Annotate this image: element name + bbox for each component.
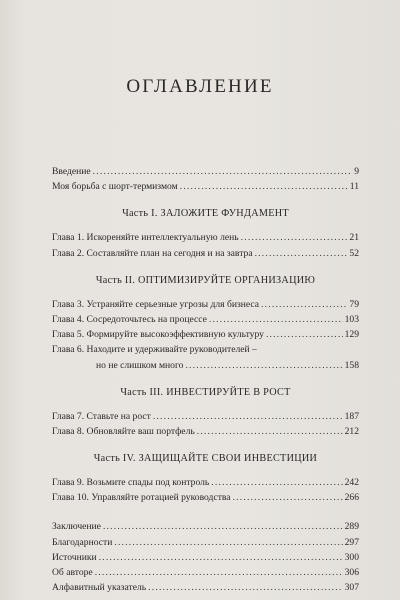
- toc-entry-acknowledgements: [52, 535, 359, 550]
- toc-entry-page: 306: [344, 567, 359, 578]
- toc-entry-page: 242: [344, 477, 359, 489]
- toc-entry-chapter-5: [52, 327, 359, 342]
- toc-entry-chapter-9: [52, 475, 359, 490]
- dot-leader: [95, 565, 343, 580]
- toc-entry-chapter-2: [52, 246, 359, 261]
- page-title: ОГЛАВЛЕНИЕ: [126, 76, 274, 97]
- dot-leader: [99, 550, 343, 565]
- toc-entry-about-author: [52, 565, 359, 580]
- dot-leader: [153, 409, 343, 424]
- toc-entry-label: Об авторе: [52, 567, 93, 578]
- toc-entry-chapter-3: [52, 297, 359, 312]
- toc-entry-label: Моя борьба с шорт-термизмом: [52, 181, 178, 193]
- dot-leader: [266, 327, 343, 342]
- part-heading-4: Часть IV. ЗАЩИЩАЙТЕ СВОИ ИНВЕСТИЦИИ: [93, 453, 318, 465]
- toc-entry-page: 212: [344, 425, 359, 437]
- dot-leader: [255, 246, 348, 261]
- toc-entry-chapter-10: [52, 490, 359, 505]
- toc-entry-page: 21: [349, 232, 359, 244]
- toc-entry-page: 79: [349, 298, 359, 310]
- toc-entry-page: 187: [344, 410, 359, 422]
- toc-entry-chapter-6: [52, 342, 359, 357]
- dot-leader: [180, 179, 348, 194]
- dot-leader: [197, 424, 343, 439]
- toc-entry-label: Глава 9. Возьмите спады под контроль: [52, 477, 210, 489]
- toc-entry-label: Глава 1. Искореняйте интеллектуальную лень: [52, 232, 239, 244]
- toc-entry-my-struggle: [52, 179, 359, 194]
- part-heading-2: Часть II. ОПТИМИЗИРУЙТЕ ОРГАНИЗАЦИЮ: [95, 274, 316, 286]
- toc-entry-chapter-1: [52, 230, 359, 245]
- toc-entry-conclusion: [52, 519, 359, 534]
- dot-leader: [93, 164, 353, 179]
- toc-entry-chapter-6-continued: [52, 358, 359, 373]
- toc-entry-page: 158: [344, 359, 359, 371]
- toc-entry-label: Благодарности: [52, 536, 113, 548]
- dot-leader: [241, 230, 348, 245]
- dot-leader: [114, 535, 342, 550]
- toc-entry-chapter-4: [52, 312, 359, 327]
- part-heading-3: Часть III. ИНВЕСТИРУЙТЕ В РОСТ: [120, 386, 291, 398]
- toc-entry-page: 103: [344, 313, 359, 325]
- dot-leader: [185, 358, 342, 373]
- toc-entry-chapter-8: [52, 424, 359, 439]
- toc-entry-page: 297: [344, 536, 359, 548]
- toc-entry-page: 9: [354, 166, 359, 177]
- dot-leader: [148, 580, 342, 595]
- toc-entry-label: Введение: [52, 166, 91, 177]
- toc-entry-page: 266: [344, 492, 359, 504]
- toc-entry-label: Глава 8. Обновляйте ваш портфель: [52, 425, 195, 437]
- dot-leader: [103, 519, 343, 534]
- dot-leader: [211, 475, 342, 490]
- toc-entry-label: Алфавитный указатель: [52, 582, 147, 594]
- part-heading-1: Часть I. ЗАЛОЖИТЕ ФУНДАМЕНТ: [122, 208, 289, 220]
- toc-entry-label: но не слишком много: [96, 359, 184, 371]
- toc-entry-page: 289: [344, 521, 359, 533]
- toc-entry-page: 300: [344, 551, 359, 563]
- toc-entry-label: Заключение: [52, 521, 101, 533]
- toc-entry-page: 307: [344, 582, 359, 594]
- toc-entry-label: Глава 7. Ставьте на рост: [52, 410, 151, 422]
- dot-leader: [261, 297, 347, 312]
- toc-entry-label: Глава 5. Формируйте высокоэффективную культуру: [52, 329, 264, 341]
- toc-entry-introduction: [52, 164, 359, 179]
- table-of-contents: [52, 164, 359, 595]
- toc-entry-label: Глава 4. Сосредоточьтесь на процессе: [52, 313, 207, 325]
- toc-entry-page: 129: [344, 329, 359, 341]
- dot-leader: [233, 490, 343, 505]
- toc-entry-label: Глава 10. Управляйте ротацией руководства: [52, 492, 231, 504]
- toc-entry-label: Источники: [52, 551, 97, 563]
- toc-entry-chapter-7: [52, 409, 359, 424]
- toc-entry-sources: [52, 550, 359, 565]
- toc-entry-label: Глава 6. Находите и удерживайте руководителей –: [52, 344, 257, 356]
- toc-entry-label: Глава 2. Составляйте план на сегодня и на завтра: [52, 247, 253, 259]
- toc-entry-label: Глава 3. Устраняйте серьезные угрозы для бизнеса: [52, 298, 260, 310]
- toc-entry-page: 11: [349, 181, 359, 193]
- dot-leader: [209, 312, 343, 327]
- toc-entry-index: [52, 580, 359, 595]
- toc-entry-page: 52: [349, 247, 359, 259]
